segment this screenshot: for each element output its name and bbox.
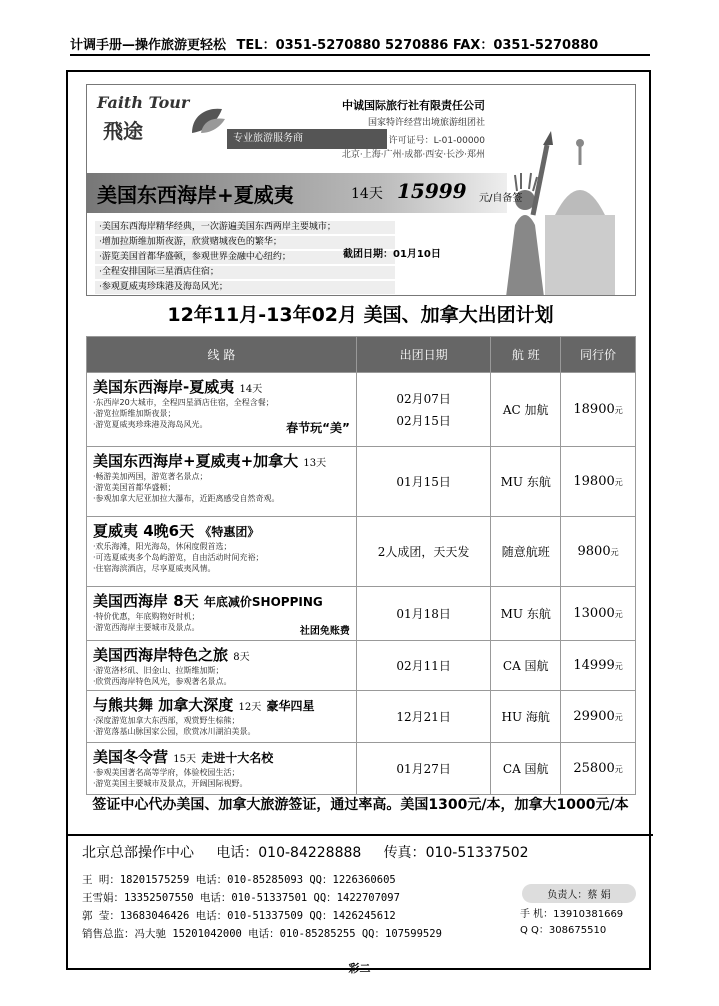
date-cell bbox=[356, 743, 490, 795]
route-title: 美国西海岸 8天 bbox=[93, 592, 199, 610]
contact-row: 王雪娟：13352507550 电话：010-51337501 QQ：1422707097 bbox=[82, 892, 400, 904]
feature-price-note: 元/自备签 bbox=[479, 193, 523, 204]
table-header-row bbox=[87, 337, 636, 373]
hq-line bbox=[82, 842, 529, 862]
departure-date: 2人成团，天天发 bbox=[377, 544, 470, 559]
cutoff-label: 截团日期： bbox=[343, 249, 393, 260]
col-route: 线 路 bbox=[87, 337, 357, 373]
route-cell bbox=[87, 517, 357, 587]
price-value: 14999 bbox=[573, 658, 615, 673]
route-desc-line: ·游览落基山脉国家公园，欣赏冰川湖泊美景。 bbox=[93, 727, 256, 736]
route-days: 15天 bbox=[173, 754, 196, 765]
airline-cell: MU 东航 bbox=[491, 447, 561, 517]
price-cell bbox=[561, 743, 636, 795]
route-extra: 走进十大名校 bbox=[201, 751, 274, 765]
route-title: 美国东西海岸-夏威夷 bbox=[93, 378, 235, 396]
departure-date: 02月11日 bbox=[396, 658, 451, 673]
manager-title: 负责人：蔡 娟 bbox=[522, 884, 636, 903]
date-cell bbox=[356, 447, 490, 517]
contact-row: 王 明：18201575259 电话：010-85285093 QQ：1226360605 bbox=[82, 874, 396, 886]
airline-cell: AC 加航 bbox=[491, 373, 561, 447]
price-cell bbox=[561, 587, 636, 641]
table-row bbox=[87, 641, 636, 691]
price-cell bbox=[561, 641, 636, 691]
route-desc-line: ·欢乐海滩，阳光海岛，休闲度假首选； bbox=[93, 542, 232, 551]
feature-route-title: 美国东西海岸+夏威夷 bbox=[97, 183, 294, 207]
page-number: 彩二 bbox=[348, 962, 371, 975]
route-days: 12天 bbox=[238, 702, 262, 713]
route-title-line bbox=[93, 746, 350, 767]
route-days: 14天 bbox=[239, 384, 263, 395]
airline-cell: 随意航班 bbox=[491, 517, 561, 587]
route-desc-line: ·特价优惠，年底购物好时机； bbox=[93, 612, 200, 621]
feature-price: 15999 bbox=[397, 179, 467, 203]
table-row bbox=[87, 373, 636, 447]
price-unit: 元 bbox=[614, 765, 623, 774]
price-unit: 元 bbox=[614, 610, 623, 619]
top-header-bar bbox=[70, 34, 650, 56]
route-cell bbox=[87, 447, 357, 517]
route-cell bbox=[87, 743, 357, 795]
route-title-line bbox=[93, 644, 350, 665]
airline-cell: CA 国航 bbox=[491, 641, 561, 691]
route-cell bbox=[87, 691, 357, 743]
route-desc-line: ·游览美国主要城市及景点，开阔国际视野。 bbox=[93, 779, 248, 788]
hq-tel-label: 电话： bbox=[216, 845, 259, 861]
table-row bbox=[87, 743, 636, 795]
route-title: 美国冬令营 bbox=[93, 748, 169, 766]
route-title-line bbox=[93, 450, 350, 471]
route-desc-line: ·深度游览加拿大东西部，观赏野生棕熊； bbox=[93, 716, 240, 725]
route-desc-line: ·游览西海岸主要城市及景点。 bbox=[93, 623, 200, 632]
route-desc-line: ·游览洛杉矶、旧金山、拉斯维加斯； bbox=[93, 666, 224, 675]
airline-cell: MU 东航 bbox=[491, 587, 561, 641]
price-unit: 元 bbox=[614, 713, 623, 722]
feature-bullet: ·参观夏威夷珍珠港及海岛风光； bbox=[95, 281, 395, 294]
price-unit: 元 bbox=[614, 406, 623, 415]
hq-fax-label: 传真： bbox=[383, 845, 426, 861]
price-value: 19800 bbox=[573, 474, 615, 489]
price-value: 13000 bbox=[573, 606, 615, 621]
date-cell bbox=[356, 373, 490, 447]
price-unit: 元 bbox=[614, 662, 623, 671]
col-date: 出团日期 bbox=[356, 337, 490, 373]
contact-row: 郭 莹：13683046426 电话：010-51337509 QQ：1426245612 bbox=[82, 910, 396, 922]
col-airline: 航 班 bbox=[491, 337, 561, 373]
price-cell bbox=[561, 447, 636, 517]
route-extra: 《特惠团》 bbox=[199, 525, 260, 539]
contact-row: 销售总监：冯大驰 15201042000 电话：010-85285255 QQ：107599529 bbox=[82, 928, 442, 940]
price-unit: 元 bbox=[614, 478, 623, 487]
feature-bullet: ·美国东西海岸精华经典，一次游遍美国东西两岸主要城市； bbox=[95, 221, 395, 234]
agency-license: 许可证号：L-01-00000 bbox=[388, 136, 485, 146]
brand-tagline: 专业旅游服务商 bbox=[227, 129, 387, 149]
col-price: 同行价 bbox=[561, 337, 636, 373]
table-row bbox=[87, 447, 636, 517]
brand-logo-en: Faith Tour bbox=[97, 93, 190, 112]
route-desc-line: ·欣赏西海岸特色风光，参观著名景点。 bbox=[93, 677, 232, 686]
route-days: 8天 bbox=[233, 652, 250, 663]
route-desc-line: ·可选夏威夷多个岛屿游览，自由活动时间充裕； bbox=[93, 553, 264, 562]
feature-ad-banner bbox=[86, 84, 636, 296]
route-title: 与熊共舞 加拿大深度 bbox=[93, 696, 234, 714]
route-extra: 豪华四星 bbox=[266, 699, 315, 713]
airline-cell: HU 海航 bbox=[491, 691, 561, 743]
feature-bullet: ·增加拉斯维加斯夜游，欣赏赌城夜色的繁华； bbox=[95, 236, 395, 249]
price-value: 9800 bbox=[577, 544, 611, 559]
price-cell bbox=[561, 373, 636, 447]
feature-days: 14天 bbox=[351, 186, 383, 202]
route-desc-line: ·东西岸20大城市，全程四星酒店住宿，全程含餐； bbox=[93, 398, 274, 407]
route-title-line bbox=[93, 376, 350, 397]
price-cell bbox=[561, 691, 636, 743]
manager-qq: Q Q：308675510 bbox=[520, 925, 607, 936]
agency-name: 中诚国际旅行社有限责任公司 bbox=[342, 99, 485, 112]
route-title-line bbox=[93, 590, 350, 611]
manager-phone: 手 机：13910381669 bbox=[520, 909, 624, 920]
route-badge: 春节玩“美” bbox=[286, 421, 350, 435]
date-cell bbox=[356, 641, 490, 691]
route-desc-line: ·畅游美加两国，游览著名景点； bbox=[93, 472, 208, 481]
route-days: 13天 bbox=[303, 458, 327, 469]
page-frame bbox=[66, 70, 651, 970]
departure-date: 01月27日 bbox=[396, 761, 451, 776]
manager-box bbox=[514, 880, 644, 970]
table-row bbox=[87, 587, 636, 641]
route-desc-line: ·游览夏威夷珍珠港及海岛风光。 bbox=[93, 420, 208, 429]
route-desc-line: ·住宿海滨酒店，尽享夏威夷风情。 bbox=[93, 564, 216, 573]
agency-cities: 北京·上海·广州·成都·西安·长沙·郑州 bbox=[341, 150, 485, 160]
table-row bbox=[87, 691, 636, 743]
departure-date: 02月07日 bbox=[396, 391, 451, 406]
date-cell bbox=[356, 691, 490, 743]
route-cell bbox=[87, 373, 357, 447]
route-desc-line: ·参观加拿大尼亚加拉大瀑布，近距离感受自然奇观。 bbox=[93, 494, 280, 503]
departure-date: 01月15日 bbox=[396, 474, 451, 489]
schedule-heading: 12年11月-13年02月 美国、加拿大出团计划 bbox=[167, 304, 554, 326]
route-desc-line: ·游览美国首都华盛顿； bbox=[93, 483, 176, 492]
route-desc-line: ·游览拉斯维加斯夜景； bbox=[93, 409, 176, 418]
hq-name: 北京总部操作中心 bbox=[82, 845, 194, 861]
cutoff-date bbox=[343, 245, 441, 260]
price-unit: 元 bbox=[610, 548, 619, 557]
handbook-slogan: 计调手册—操作旅游更轻松 bbox=[70, 38, 227, 53]
hq-tel: 010-84228888 bbox=[258, 845, 362, 861]
departure-schedule-table bbox=[86, 336, 636, 795]
contact-footer bbox=[68, 834, 653, 940]
hq-fax: 010-51337502 bbox=[425, 845, 529, 861]
price-cell bbox=[561, 517, 636, 587]
route-title: 美国东西海岸+夏威夷+加拿大 bbox=[93, 452, 299, 470]
route-extra: 年底减价SHOPPING bbox=[203, 595, 323, 609]
route-title: 夏威夷 4晚6天 bbox=[93, 522, 195, 540]
route-title-line bbox=[93, 520, 350, 541]
route-badge: 社团免账费 bbox=[299, 626, 350, 637]
price-value: 18900 bbox=[573, 402, 615, 417]
brand-logo-cn: 飛途 bbox=[103, 119, 143, 143]
price-value: 25800 bbox=[573, 761, 615, 776]
airline-cell: CA 国航 bbox=[491, 743, 561, 795]
route-title: 美国西海岸特色之旅 bbox=[93, 646, 229, 664]
route-cell bbox=[87, 641, 357, 691]
feature-bullet: ·游览美国首都华盛顿，参观世界金融中心纽约； bbox=[95, 251, 395, 264]
date-cell bbox=[356, 587, 490, 641]
price-value: 29900 bbox=[573, 709, 615, 724]
departure-date: 01月18日 bbox=[396, 606, 451, 621]
leaf-logo-icon bbox=[187, 105, 227, 135]
feature-bullet: ·全程安排国际三星酒店住宿； bbox=[95, 266, 395, 279]
visa-service-note: 签证中心代办美国、加拿大旅游签证，通过率高。美国1300元/本，加拿大1000元/本 bbox=[92, 797, 629, 813]
route-desc-line: ·参观美国著名高等学府，体验校园生活； bbox=[93, 768, 240, 777]
departure-date: 02月15日 bbox=[396, 413, 451, 428]
route-title-line bbox=[93, 694, 350, 715]
table-row bbox=[87, 517, 636, 587]
agency-subtitle: 国家特许经营出境旅游组团社 bbox=[367, 118, 485, 128]
cutoff-value: 01月10日 bbox=[393, 249, 441, 260]
route-cell bbox=[87, 587, 357, 641]
date-cell bbox=[356, 517, 490, 587]
departure-date: 12月21日 bbox=[396, 709, 451, 724]
header-contact: TEL：0351-5270880 5270886 FAX：0351-5270880 bbox=[236, 38, 599, 53]
